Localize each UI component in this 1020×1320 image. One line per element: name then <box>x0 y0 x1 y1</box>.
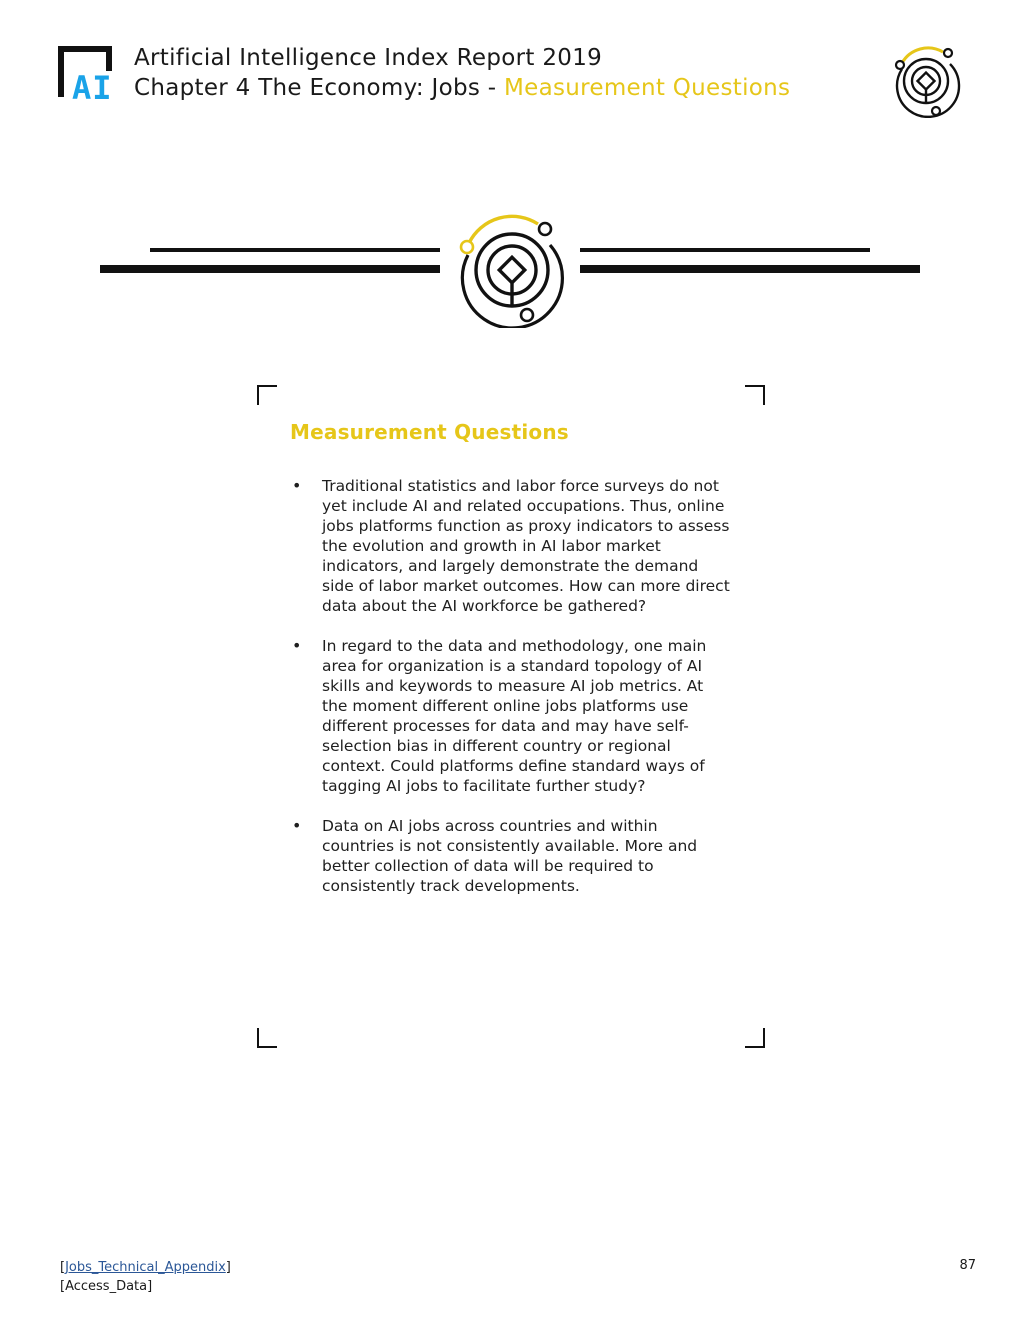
access-data-link[interactable]: [Access_Data] <box>60 1279 153 1294</box>
report-title: Artificial Intelligence Index Report 2019 <box>134 45 603 71</box>
chapter-accent: Measurement Questions <box>503 75 791 101</box>
bullet-text: In regard to the data and methodology, one main area for organization is a standard topology of AI skills and keywords to measure AI job metrics. At the moment different online jobs platforms use different processes for data and may have self-selection bias in different country or regional context. Could platforms define standard ways of tagging AI jobs to facilitate further study? <box>322 637 707 795</box>
bullet-text: Data on AI jobs across countries and within countries is not consistently available. More and better collection of data will be required to consistently track developments. <box>322 817 698 895</box>
bullet-text: Traditional statistics and labor force surveys do not yet include AI and related occupations. Thus, online jobs platforms function as proxy indicators to assess the evolution and growth in AI labor market indicators, and largely demonstrate the demand side of labor market outcomes. How can more direct data about the AI workforce be gathered? <box>322 477 730 615</box>
bracket-close: ] <box>225 1260 231 1275</box>
divider-line-right-thin <box>580 248 870 252</box>
frame-corner-top-left <box>257 385 277 405</box>
frame-corner-bottom-left <box>257 1028 277 1048</box>
bullet-marker: • <box>292 636 302 655</box>
divider-emblem-icon <box>461 216 562 328</box>
bracket-open: [ <box>60 1260 66 1275</box>
measurement-questions-list <box>290 476 730 916</box>
footer-links <box>60 1258 231 1296</box>
frame-corner-top-right <box>745 385 765 405</box>
bullet-marker: • <box>292 816 302 835</box>
appendix-link-row <box>60 1258 231 1277</box>
divider-line-left-thick <box>100 265 440 273</box>
jobs-technical-appendix-link[interactable]: Jobs_Technical_Appendix <box>65 1260 226 1275</box>
list-item <box>290 636 730 796</box>
list-item <box>290 816 730 896</box>
page-number: 87 <box>959 1258 976 1273</box>
divider-line-left-thin <box>150 248 440 252</box>
frame-corner-bottom-right <box>745 1028 765 1048</box>
section-title: Measurement Questions <box>290 420 569 444</box>
chapter-prefix: Chapter 4 The Economy: Jobs - <box>134 75 504 101</box>
bullet-marker: • <box>292 476 302 495</box>
ai-index-logo-icon <box>58 45 120 101</box>
divider-line-right-thick <box>580 265 920 273</box>
list-item <box>290 476 730 616</box>
section-divider <box>98 210 922 328</box>
chapter-title <box>134 73 790 103</box>
header-title <box>134 43 790 103</box>
circuit-emblem-icon <box>888 42 964 118</box>
logo-text: AI <box>72 69 113 101</box>
